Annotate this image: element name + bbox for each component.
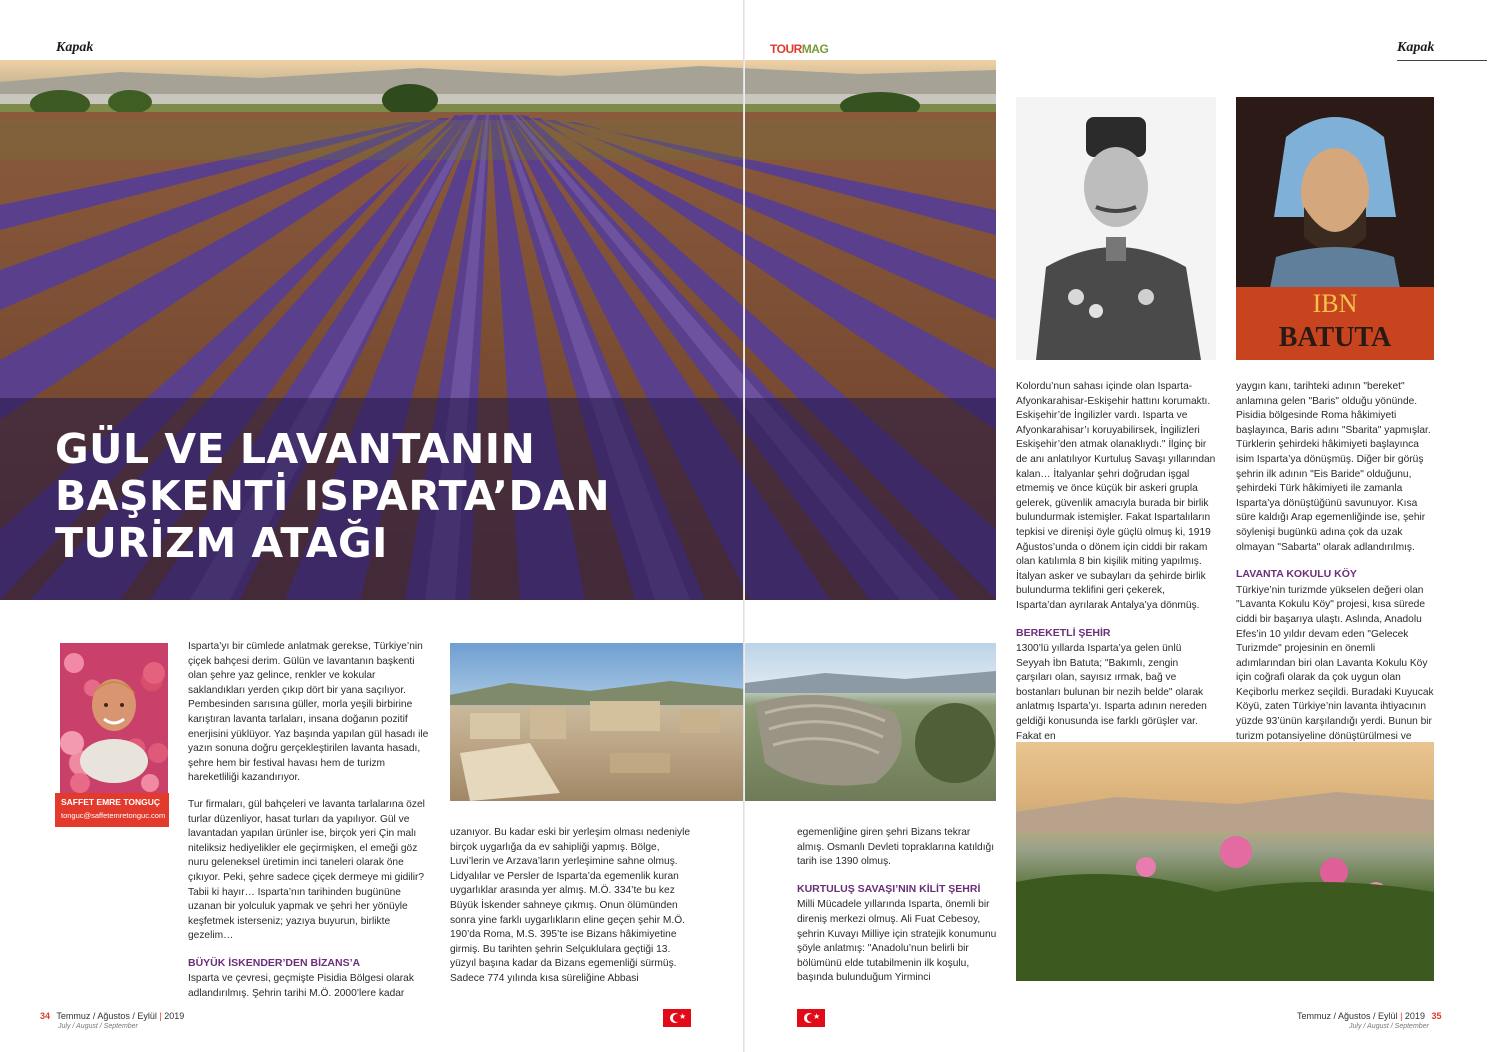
title-line-3: TURİZM ATAĞI [55, 519, 388, 567]
year-left: 2019 [164, 1011, 185, 1021]
page-number-left: 34 [40, 1011, 51, 1021]
paragraph: Milli Mücadele yıllarında Isparta, önemli bir direniş merkezi olmuş. Ali Fuat Cebesoy, şehrin Kuvayı Milliye için stratejik konumunu şöyle anlatmış: "Anadolu’nun belirli bir bölümünü elde tutabilmenin ilk koşulu, başında bulunduğum Yirminci [797, 899, 997, 984]
ruins-photo [450, 643, 745, 801]
rose-garden-photo [1016, 742, 1434, 981]
subheading: BEREKETLİ ŞEHİR [1016, 626, 1111, 639]
subheading: BÜYÜK İSKENDER’DEN BİZANS’A [188, 956, 361, 969]
paragraph: Isparta ve çevresi, geçmişte Pisidia Bölgesi olarak adlandırılmış. Şehrin tarihi M.Ö. 2000’lere kadar [188, 973, 414, 1000]
title-line-1: GÜL VE LAVANTANIN [55, 425, 536, 473]
paragraph: uzanıyor. Bu kadar eski bir yerleşim olması nedeniyle birçok uygarlığa da ev sahipliği yapmış. Bölge, Luvi’lerin ve Arzava’ların yerleşimine sahne olmuş. Lidyalılar ve Persler de Isparta’da egemenlik kuran uygarlıklar arasında yer almış. M.Ö. 334’te bu kez Büyük İskender sahneye çıkmış. Onun ölümünden sonra yine farklı uygarlıkların eline geçen şehir M.Ö. 190’da Roma, M.S. 395’te ise Bizans hâkimiyetine girmiş. Bu tarihten şehrin Selçuklulara geçtiği 13. yüzyıl başına kadar da Bizans egemenliği sürmüş. Sadece 774 yılında kısa süreliğine Abbasi [450, 827, 691, 984]
issue-sub-left: July / August / September [58, 1023, 138, 1030]
author-byline [55, 793, 169, 827]
title-line-2: BAŞKENTİ ISPARTA’DAN [55, 472, 611, 520]
theatre-art [745, 643, 996, 801]
batuta-title-line1: IBN [1312, 289, 1358, 318]
rose-garden-art [1016, 742, 1434, 981]
article-title [55, 426, 655, 567]
article-column-1 [188, 640, 429, 1014]
article-column-3 [797, 826, 997, 998]
author-portrait-art [60, 643, 168, 793]
author-name: SAFFET EMRE TONGUÇ [61, 797, 161, 807]
author-email[interactable]: tonguc@saffetemretonguc.com [61, 811, 166, 820]
turkish-flag-icon: ★ [797, 1009, 825, 1027]
article-column-2 [450, 826, 692, 999]
officer-portrait [1016, 97, 1216, 360]
paragraph: Isparta’yı bir cümlede anlatmak gerekse, Türkiye’nin çiçek bahçesi derim. Gülün ve lavantanın başkenti olan şehre yaz gelince, renkler ve kokular saklandıkları yerden çıkıp dört bir yana saçılıyor. Pembesinden sarısına güller, morla yeşili birbirine karıştıran lavanta tarlaları, insana doğanın pozitif enerjisini yüklüyor. Yaz başında yapılan gül hasadı ile yazın sonuna doğru gerçekleştirilen lavanta hasadı, şehre hem bir festival havası hem de turizm hareketliliği kazandırıyor. [188, 641, 429, 784]
section-tag-left: Kapak [56, 40, 94, 55]
officer-portrait-art [1016, 97, 1216, 360]
year-right: 2019 [1404, 1011, 1425, 1021]
batuta-title-line2: BATUTA [1278, 322, 1392, 353]
issue-left: Temmuz / Ağustos / Eylül [56, 1011, 157, 1021]
logo-text-tour: TOUR [770, 42, 802, 56]
ruins-art [450, 643, 745, 801]
page-spine [743, 0, 745, 1052]
article-column-4 [1016, 380, 1216, 756]
subheading: KURTULUŞ SAVAŞI’NIN KİLİT ŞEHRİ [797, 882, 981, 895]
tourmag-logo [770, 42, 828, 56]
paragraph: egemenliğine giren şehri Bizans tekrar almış. Osmanlı Devleti topraklarına katıldığı tarih ise 1390 olmuş. [797, 827, 995, 868]
theatre-photo [745, 643, 996, 801]
ibn-batuta-art [1236, 97, 1434, 360]
ibn-batuta-illustration [1236, 97, 1434, 360]
paragraph: yaygın kanı, tarihteki adının "bereket" anlamına gelen "Baris" olduğu yönünde. Pisidia bölgesinde Roma hâkimiyeti başlayınca, Baris adını "Sbarita" yapmışlar. Türklerin şehirdeki hâkimiyeti başlayınca isim Isparta’ya dönüşmüş. Diğer bir görüş şehrin ilk adının "Eis Baride" olduğunu, şehirdeki Türk hâkimiyeti ile zamanla Isparta’ya dönüştüğünü savunuyor. Kısa süre kaldığı Arap egemenliğinde ise, şehir söylenişi bugünkü adına çok da uzak olmayan "Sabarta" olarak adlandırılmış. [1236, 381, 1431, 553]
page-number-right: 35 [1431, 1011, 1442, 1021]
logo-text-mag: MAG [801, 42, 829, 56]
subheading: LAVANTA KOKULU KÖY [1236, 568, 1357, 581]
author-photo [60, 643, 168, 793]
footer-right: Temmuz / Ağustos / Eylül | 2019 35 [1297, 1011, 1442, 1021]
section-rule-right [1397, 60, 1487, 61]
paragraph: 1300’lü yıllarda Isparta’ya gelen ünlü Seyyah İbn Batuta; "Bakımlı, zengin çarşıları olan, sayısız ırmak, bağ ve bostanları bulunan bir nezih belde" olarak anlatmış Isparta’yı. Isparta adının nereden geldiği konusunda ise farklı görüşler var. Fakat en [1016, 643, 1207, 742]
turkish-flag-icon: ★ [663, 1009, 691, 1027]
section-tag-right: Kapak [1397, 40, 1435, 55]
issue-sub-right: July / August / September [1349, 1023, 1429, 1030]
issue-right: Temmuz / Ağustos / Eylül [1297, 1011, 1398, 1021]
paragraph: Türkiye’nin turizmde yükselen değeri olan "Lavanta Kokulu Köy" projesi, kısa sürede ciddi bir başarıya ulaştı. Aslında, Anadolu Efes’in 10 yıldır devam eden "Gelecek Turizmde" projesinin en önemli adımlarından biri olan Lavanta Kokulu Köy için coğrafi olarak da çok uygun olan Keçiborlu merkez seçildi. Buradaki Kuyucak Köyü, zaten Türkiye’nin lavanta ihtiyacının yüzde 93’ünün karşılandığı yerdi. Bunun bir turizm potansiyeline dönüştürülmesi ve [1236, 584, 1434, 742]
paragraph: Kolordu’nun sahası içinde olan Isparta-Afyonkarahisar-Eskişehir hattını korumaktı. Eskişehir’de İngilizler vardı. Isparta ve Afyonkarahisar’ı koruyabilirsek, İngilizleri Eskişehir’den atmak olanaklıydı." İlginç bir de anı anlatılıyor Kurtuluş Savaşı yıllarından kalan… İtalyanlar şehri doğrudan işgal etmemiş ve önce küçük bir askeri grupla gelerek, güvenlik amacıyla burada bir birlik bulundurmak istemişler. Fakat Ispartalıların tepkisi ve direnişi öyle güçlü olmuş ki, 1919 Ağustos’unda o dönem için ciddi bir rakam olan katılımla 8 bin kişilik miting yapılmış. İtalyan asker ve subayları da şehirde birlik bulundurma teklifini geri çekerek, Isparta’dan ayrılarak Antalya’ya dönmüş. [1016, 381, 1216, 611]
footer-left: 34 Temmuz / Ağustos / Eylül | 2019 [40, 1011, 185, 1021]
paragraph: Tur firmaları, gül bahçeleri ve lavanta tarlalarına özel turlar düzenliyor, hasat turları da yapılıyor. Gül ve lavantadan yapılan ürünler ise, birçok yeri Çin malı niteliksiz hediyelikler ele geçirmişken, el emeği göz nuru geleneksel üretimin inci taneleri olarak öne çıkıyor. Peki, şehre sadece çiçek dermeye mi gidilir? Tabii ki hayır… Isparta’nın tarihinden bugününe uzanan bir yolculuk yapmak ve şehri her yönüyle keşfetmek isterseniz; yazıya buyurun, birlikte gezelim… [188, 798, 425, 942]
